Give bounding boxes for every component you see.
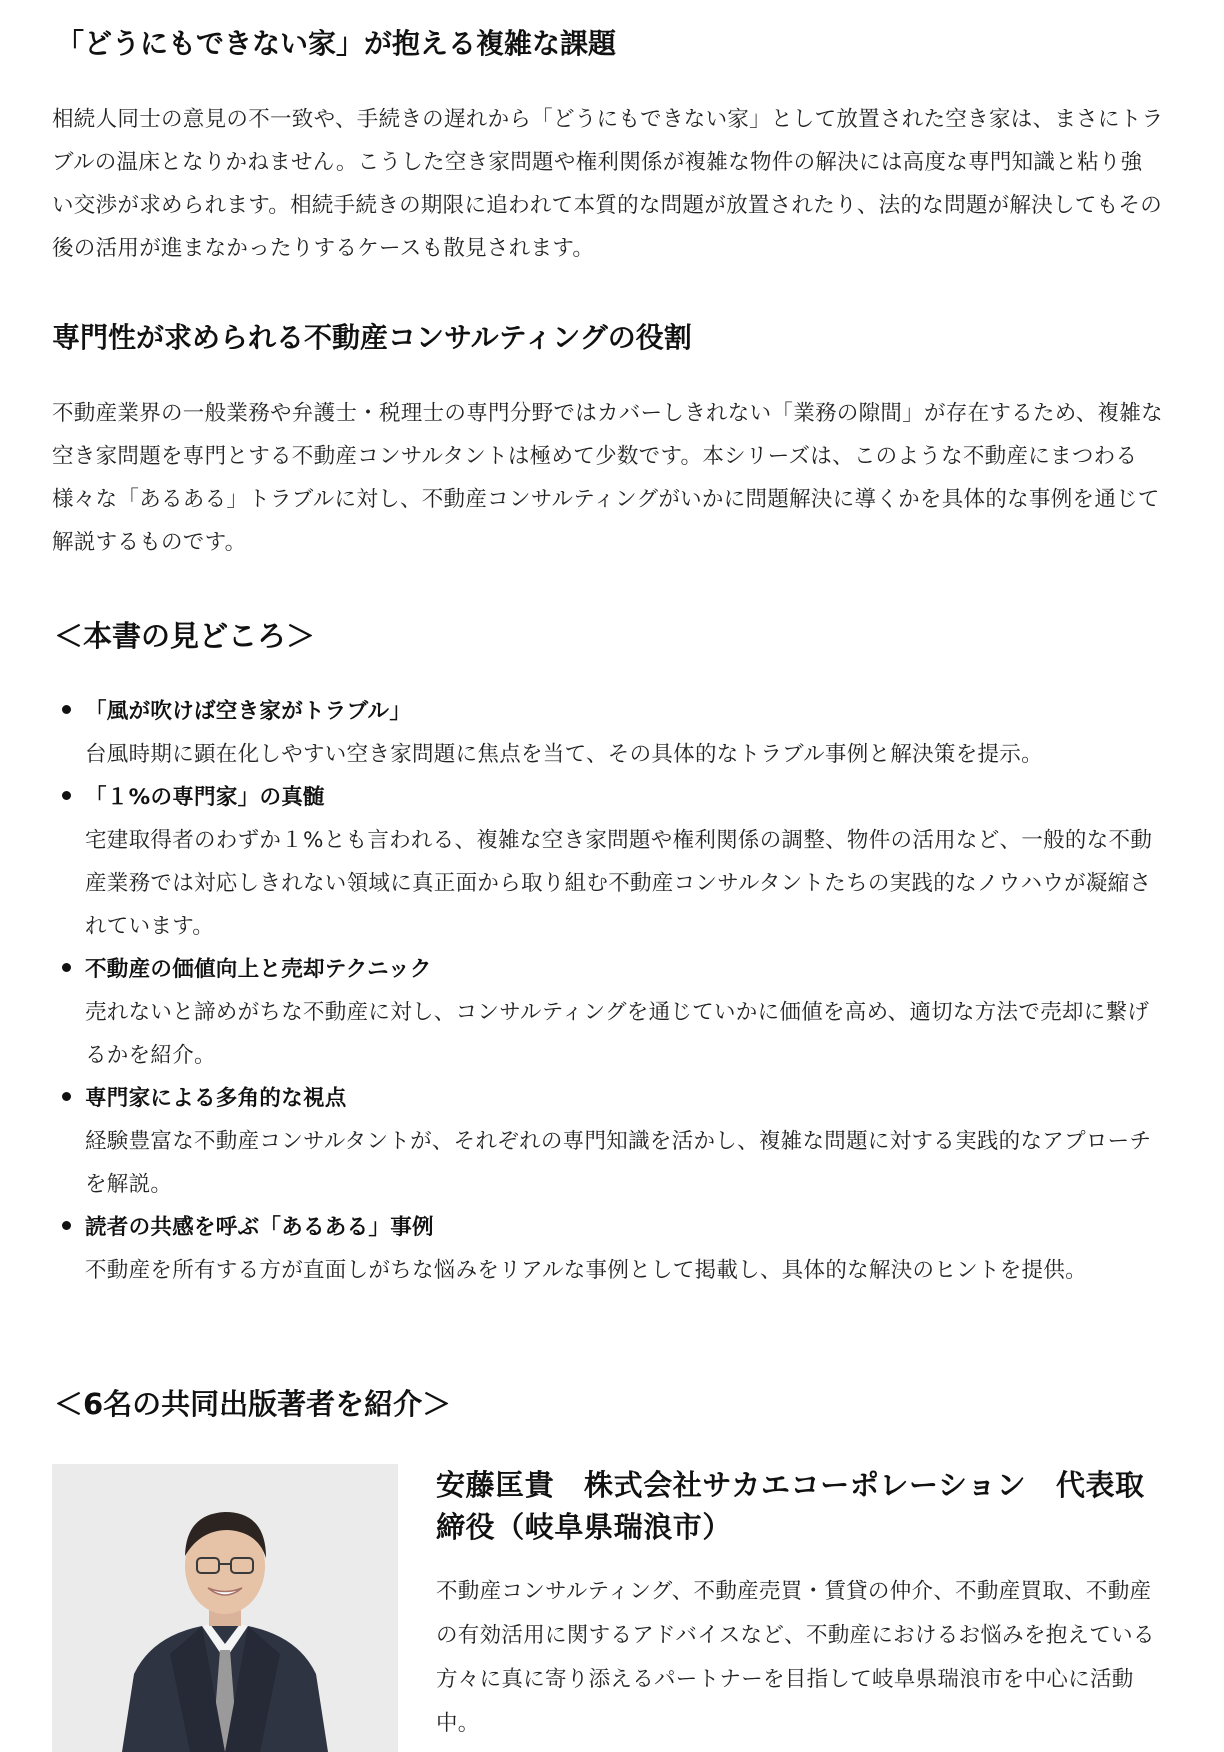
list-item-heading: 読者の共感を呼ぶ「あるある」事例: [85, 1215, 434, 1240]
list-item-text: 売れないと諦めがちな不動産に対し、コンサルティングを通じていかに価値を高め、適切な方法で売却に繋げるかを紹介。: [85, 1000, 1150, 1068]
section-paragraph-complex-issues: 相続人同士の意見の不一致や、手続きの遅れから「どうにもできない家」として放置された空き家は、まさにトラブルの温床となりかねません。こうした空き家問題や権利関係が複雑な物件の解決には高度な専門知識と粘り強い交渉が求められます。相続手続きの期限に追われて本質的な問題が放置されたり、法的な問題が解決してもその後の活用が進まなかったりするケースも散見されます。: [52, 107, 1164, 261]
list-item: [52, 776, 1164, 948]
portrait-illustration: [52, 1464, 398, 1752]
author-photo: [52, 1464, 398, 1752]
authors-heading: ＜6名の共同出版著者を紹介＞: [54, 1387, 452, 1421]
bullet-icon: [62, 791, 71, 800]
list-item: [52, 690, 1164, 776]
bullet-icon: [62, 705, 71, 714]
list-item-text: 台風時期に顕在化しやすい空き家問題に焦点を当て、その具体的なトラブル事例と解決策を提示。: [85, 742, 1043, 767]
highlights-list: [52, 690, 1164, 1292]
list-item: [52, 1077, 1164, 1206]
list-item: [52, 1206, 1164, 1292]
bullet-icon: [62, 1221, 71, 1230]
list-item-heading: 「風が吹けば空き家がトラブル」: [85, 699, 412, 724]
list-item: [52, 948, 1164, 1077]
list-item-heading: 不動産の価値向上と売却テクニック: [85, 957, 432, 982]
list-item-text: 宅建取得者のわずか１%とも言われる、複雑な空き家問題や権利関係の調整、物件の活用など、一般的な不動産業務では対応しきれない領域に真正面から取り組む不動産コンサルタントたちの実践的なノウハウが凝縮されています。: [85, 828, 1153, 939]
author-name: 安藤匡貴 株式会社サカエコーポレーション 代表取締役（岐阜県瑞浪市）: [436, 1468, 1145, 1544]
list-item-heading: 「１%の専門家」の真髄: [85, 785, 325, 810]
author-name-heading: [436, 1464, 1164, 1548]
section-heading-consulting-role: 専門性が求められる不動産コンサルティングの役割: [52, 321, 692, 354]
list-item-text: 不動産を所有する方が直面しがちな悩みをリアルな事例として掲載し、具体的な解決のヒントを提供。: [85, 1258, 1087, 1283]
list-item-text: 経験豊富な不動産コンサルタントが、それぞれの専門知識を活かし、複雑な問題に対する実践的なアプローチを解説。: [85, 1129, 1152, 1197]
bullet-icon: [62, 963, 71, 972]
section-heading-complex-issues: 「どうにもできない家」が抱える複雑な課題: [56, 27, 617, 60]
section-paragraph-consulting-role: 不動産業界の一般業務や弁護士・税理士の専門分野ではカバーしきれない「業務の隙間」が存在するため、複雑な空き家問題を専門とする不動産コンサルタントは極めて少数です。本シリーズは、このような不動産にまつわる様々な「あるある」トラブルに対し、不動産コンサルティングがいかに問題解決に導くかを具体的な事例を通じて解説するものです。: [52, 401, 1163, 555]
highlights-heading: ＜本書の見どころ＞: [54, 619, 316, 653]
author-description: 不動産コンサルティング、不動産売買・賃貸の仲介、不動産買取、不動産の有効活用に関するアドバイスなど、不動産におけるお悩みを抱えている方々に真に寄り添えるパートナーを目指して岐阜県瑞浪市を中心に活動中。: [436, 1579, 1155, 1736]
bullet-icon: [62, 1092, 71, 1101]
list-item-heading: 専門家による多角的な視点: [85, 1086, 347, 1111]
